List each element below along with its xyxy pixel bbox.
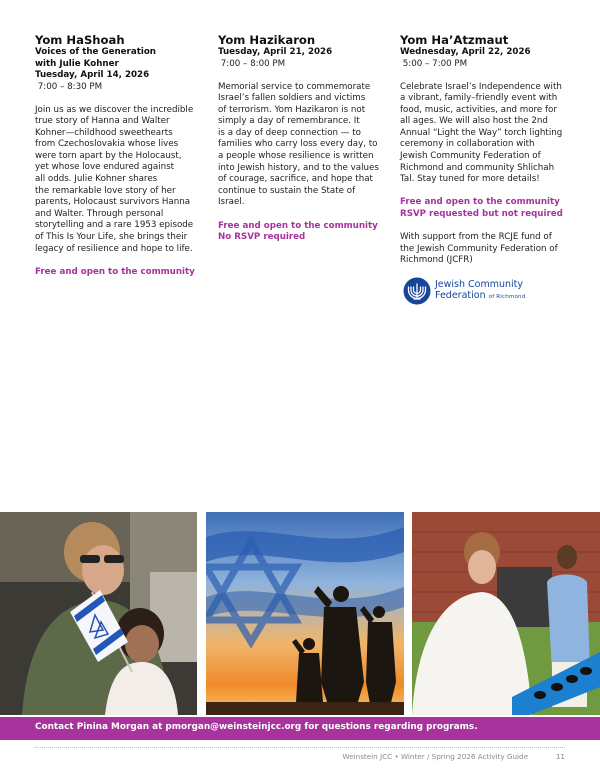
- event-subtitle: [35, 47, 207, 70]
- event-yom-haatzmaut: [400, 33, 572, 305]
- event-description: Join us as we discover the incredible true story of Hanna and Walter Kohner—childhood sweethearts from Czechoslovakia whose lives were torn apart by the Holocaust, yet whose love endured against all odds. Julie Kohner shares the remarkable love story of her parents, Holocaust survivors Hanna and Walter. Through personal storytelling and a rare 1953 episode of This Is Your Life, she brings their legacy of resilience and hope to life.: [35, 104, 194, 254]
- photo-strip: [0, 512, 600, 715]
- event-yom-hashoah: [35, 33, 207, 278]
- event-time: 5:00 – 7:00 PM: [402, 58, 468, 69]
- event-admission: Free and open to the community RSVP requested but not required: [400, 197, 563, 219]
- event-description: Memorial service to commemorate Israel’s fallen soldiers and victims of terrorism. Yom Hazikaron is not simply a day of remembrance. It is a day of deep connection — to families who carry loss every day, to a people whose resilience is written into Jewish history, and to the values of courage, sacrifice, and hope that continue to sustain the State of Israel.: [218, 81, 379, 208]
- contact-text: Contact Pinina Morgan at pmorgan@weinsteinjcc.org for questions regarding programs.: [35, 722, 478, 732]
- menorah-logo-icon: [403, 277, 431, 305]
- page-number: 11: [555, 752, 565, 761]
- photo-woman-and-girl-with-flag: [0, 512, 197, 715]
- photo-soldiers-saluting: [206, 512, 404, 715]
- event-date: Wednesday, April 22, 2026: [400, 47, 531, 57]
- event-date: Tuesday, April 14, 2026: [35, 70, 150, 80]
- footer-publication: Weinstein JCC • Winter / Spring 2026 Activity Guide: [342, 752, 528, 761]
- event-admission: Free and open to the community No RSVP required: [218, 220, 378, 243]
- footer-divider: [35, 747, 565, 748]
- event-subtitle-line: Voices of the Generation: [35, 47, 156, 57]
- event-date: Tuesday, April 21, 2026: [218, 47, 333, 57]
- jewish-community-federation-logo: [403, 277, 572, 305]
- event-title: Yom Hazikaron: [218, 33, 316, 47]
- event-admission: Free and open to the community: [35, 266, 195, 277]
- contact-banner: [0, 717, 600, 740]
- event-description: Celebrate Israel’s Independence with a vibrant, family–friendly event with food, music, activities, and more for all ages. We will also host the 2nd Annual “Light the Way” torch lighting ceremony in collaboration with Jewish Community Federation of Richmond and community Shlichah Tal. Stay tuned for more details!: [400, 81, 563, 185]
- event-time: 7:00 – 8:00 PM: [220, 58, 286, 69]
- event-support-note: With support from the RCJE fund of the Jewish Community Federation of Richmond (JCFR): [400, 232, 558, 266]
- event-time: 7:00 – 8:30 PM: [37, 81, 103, 92]
- photo-torch-lighting-ceremony: [412, 512, 600, 715]
- event-title: Yom HaShoah: [35, 33, 125, 47]
- logo-wordmark: Jewish Community Federation of Richmond: [435, 278, 526, 301]
- event-title: Yom Ha’Atzmaut: [400, 33, 509, 47]
- event-yom-hazikaron: [218, 33, 390, 244]
- event-subtitle-line: with Julie Kohner: [35, 58, 119, 69]
